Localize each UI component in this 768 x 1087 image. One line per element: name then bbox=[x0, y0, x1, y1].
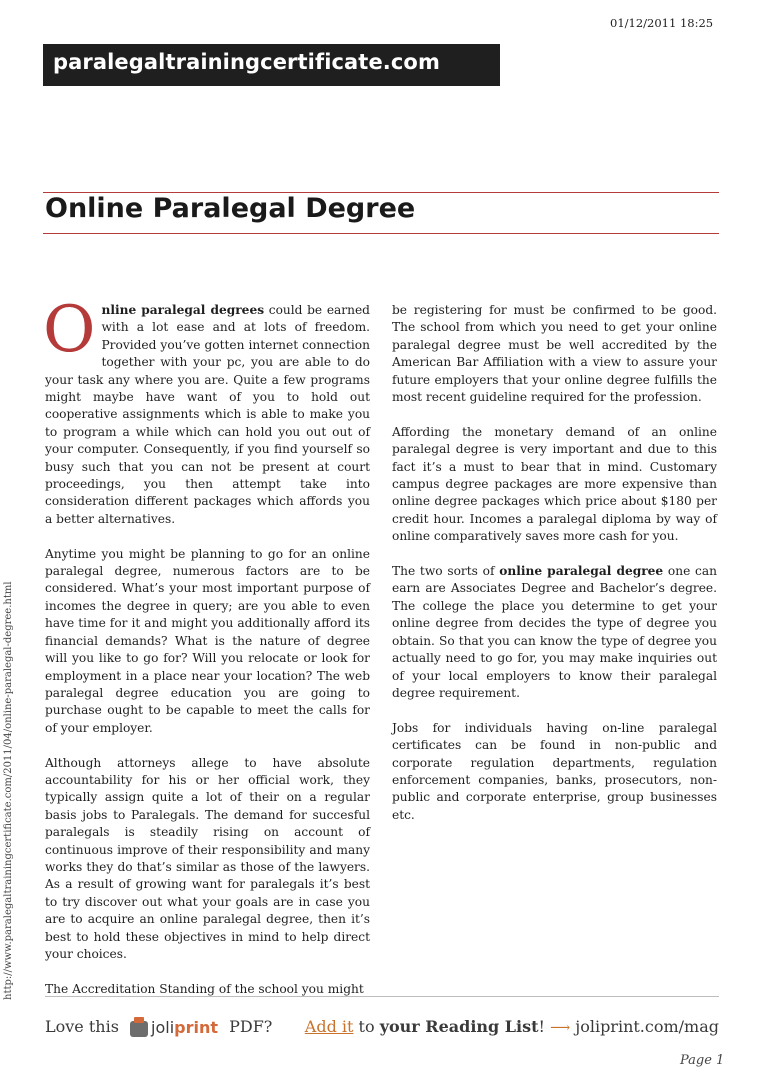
paragraph: Jobs for individuals having on-line paralegal certificates can be found in non-public and corporate regulation departments, regulation enforcement companies, banks, prosecutors, non-public and corporate enterprise, group businesses etc. bbox=[392, 720, 717, 822]
joliprint-mag-link[interactable]: joliprint.com/mag bbox=[575, 1017, 719, 1036]
footer-rule bbox=[45, 996, 719, 997]
paragraph: be registering for must be confirmed to be good. The school from which you need to get your online paralegal degree must be well accredited by the American Bar Affiliation with a view to assure your future employers that your online degree fulfills the most recent guideline required for the profession. bbox=[392, 303, 717, 405]
drop-cap: O bbox=[43, 293, 96, 367]
paragraph: Anytime you might be planning to go for an online paralegal degree, numerous factors are to be considered. What’s your most important purpose of incomes the degree in query; are you able to even have time for it and might you additionally afford its financial demands? What is the nature of degree will you like to go for? Will you relocate or look for employment in a place near your location? The web paralegal degree education you are going to purchase ought to be capable to meet the calls for of your employer. bbox=[45, 546, 370, 735]
paragraph: Although attorneys allege to have absolute accountability for his or her official work, they typically assign quite a lot of their on a regular basis jobs to Paralegals. The demand for succesful paralegals is steadily rising on account of continuous improve of their responsibility and many works they do that’s similar as those of the lawyers. As a result of growing want for paralegals it’s best to try discover out what your goals are in case you are to acquire an online paralegal degree, then it’s best to hold these objectives in mind to help direct your choices. bbox=[45, 755, 370, 961]
article-column-right bbox=[392, 302, 717, 842]
intro-bold: nline paralegal degrees bbox=[101, 303, 265, 317]
add-it-link[interactable]: Add it bbox=[304, 1017, 354, 1036]
paragraph bbox=[43, 293, 370, 528]
page-number: Page 1 bbox=[680, 1053, 725, 1068]
page-title: Online Paralegal Degree bbox=[45, 193, 416, 224]
paragraph: The Accreditation Standing of the school you might bbox=[45, 981, 364, 996]
paragraph bbox=[392, 563, 717, 702]
pdf-question: PDF? bbox=[229, 1017, 273, 1036]
title-rule-bottom bbox=[43, 233, 719, 234]
joliprint-logo[interactable]: joliprint bbox=[130, 1018, 218, 1037]
reading-list-link[interactable]: your Reading List bbox=[379, 1017, 539, 1036]
article-column-left bbox=[43, 293, 370, 1016]
paragraph-text: The two sorts of bbox=[392, 564, 500, 579]
printer-icon bbox=[130, 1021, 148, 1037]
footer-left bbox=[45, 1017, 272, 1037]
love-this-text: Love this bbox=[45, 1017, 119, 1036]
footer-right: Add it to your Reading List! ⟶ joliprint.com/mag bbox=[304, 1017, 719, 1036]
paragraph: Affording the monetary demand of an online paralegal degree is very important and due to this fact it’s a must to bear that in mind. Customary campus degree packages are more expensive than online degree packages which price about $180 per credit hour. Incomes a paralegal diploma by way of online comparatively saves more cash for you. bbox=[392, 424, 717, 544]
bold-phrase: online paralegal degree bbox=[499, 564, 664, 579]
timestamp: 01/12/2011 18:25 bbox=[610, 16, 714, 30]
site-name[interactable]: paralegaltrainingcertificate.com bbox=[53, 50, 440, 74]
paragraph-text: could be earned with a lot ease and at lots of freedom. Provided you’ve gotten internet connection together with your pc, you are able to do your task any where you are. Quite a few programs might maybe have want of you to hold out cooperative assignments which is able to make you to program a while which can hold you out out of your computer. Consequently, if you find yourself so busy such that you can not be present at court proceedings, you then attempt take into consideration different packages which affords you a better alternatives. bbox=[45, 303, 370, 526]
arrow-icon: ⟶ bbox=[550, 1020, 571, 1036]
paragraph-text: one can earn are Associates Degree and Bachelor’s degree. The college the place you determine to get your online degree from decides the type of degree you obtain. So that you can know the type of degree you actually need to go for, you may make inquiries out of your local employers to know their paralegal degree requirement. bbox=[392, 564, 717, 700]
side-url[interactable]: http://www.paralegaltrainingcertificate.com/2011/04/online-paralegal-degree.html bbox=[3, 581, 14, 1000]
